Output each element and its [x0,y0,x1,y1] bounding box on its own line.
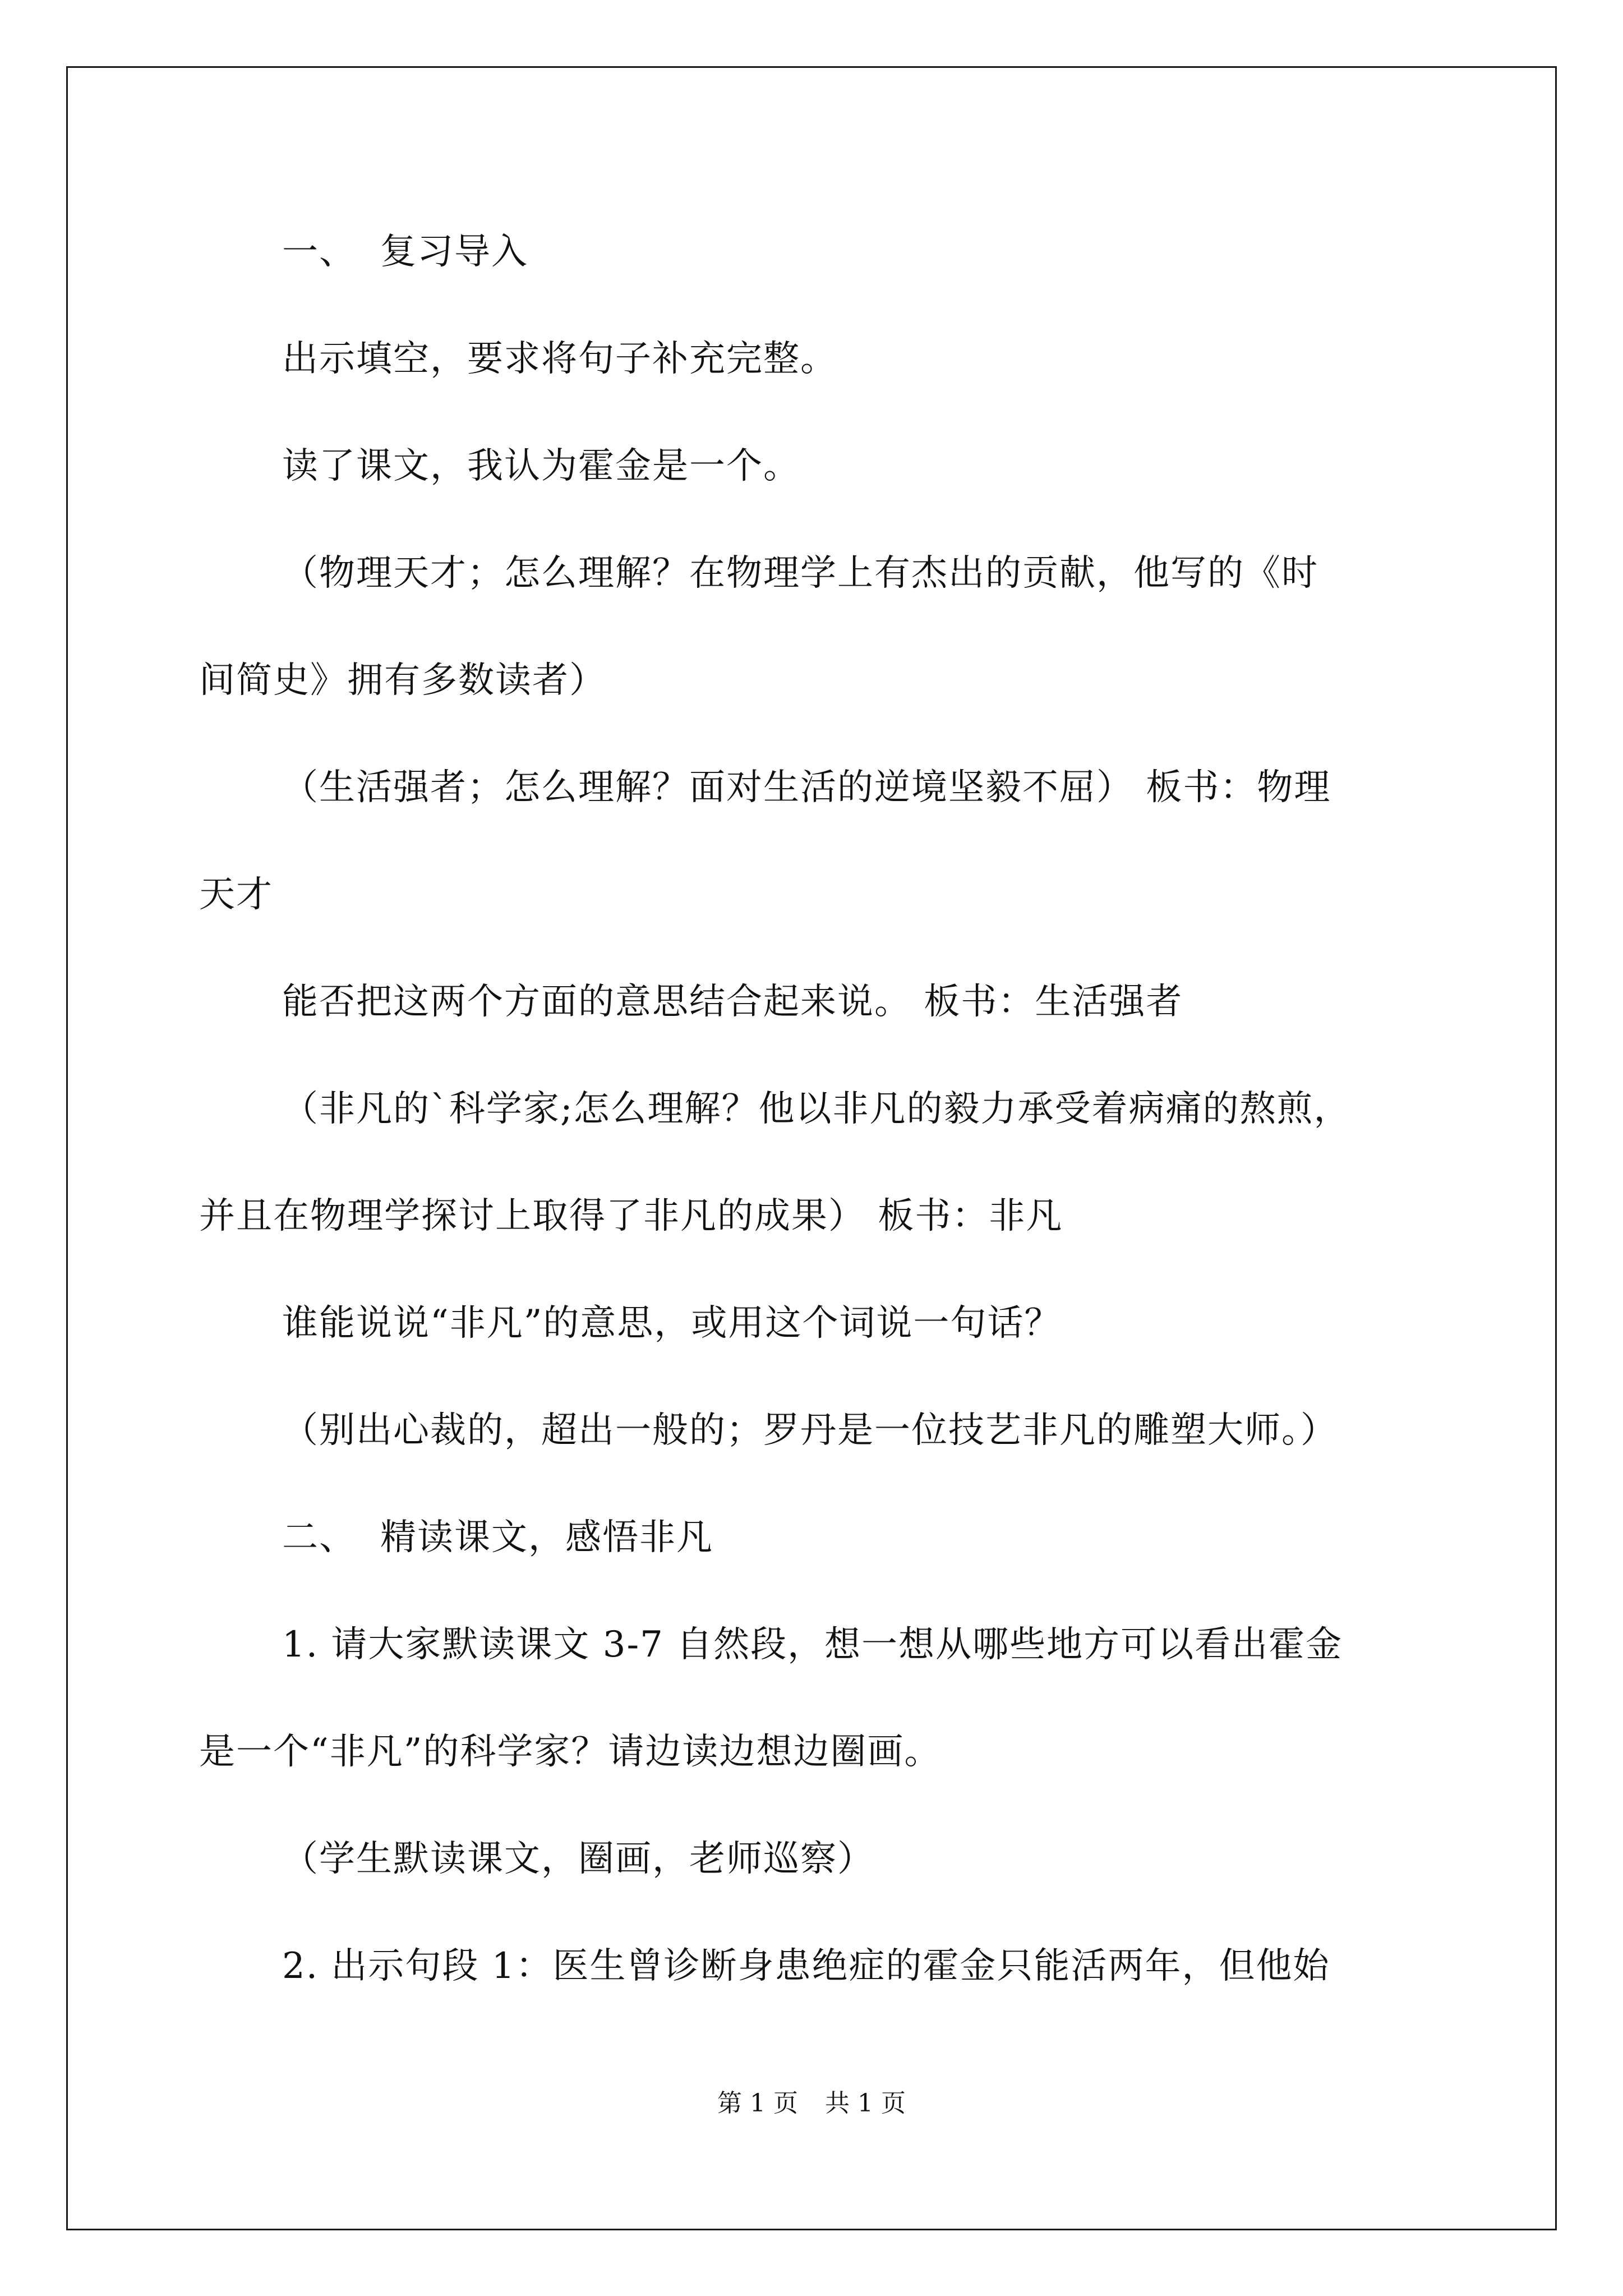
paragraph: （非凡的`科学家;怎么理解？他以非凡的毅力承受着病痛的熬煎， [282,1088,1351,1130]
section-title: 精读课文，感悟非凡 [380,1517,713,1558]
paragraph: 能否把这两个方面的意思结合起来说。 板书：生活强者 [282,981,1183,1023]
paragraph: 读了课文，我认为霍金是一个。 [282,445,800,487]
paragraph: 谁能说说“非凡”的意思，或用这个词说一句话？ [282,1303,1062,1344]
paragraph-continuation: 是一个“非凡”的科学家？请边读边想边圈画。 [199,1731,942,1773]
paragraph: （学生默读课文，圈画，老师巡察） [282,1838,874,1880]
paragraph: 2. 出示句段 1：医生曾诊断身患绝症的霍金只能活两年，但他始 [282,1945,1330,1987]
paragraph: 1. 请大家默读课文 3-7 自然段，想一想从哪些地方可以看出霍金 [282,1624,1343,1665]
paragraph: 出示填空，要求将句子补充完整。 [282,338,837,380]
paragraph: （生活强者；怎么理解？面对生活的逆境坚毅不屈） 板书：物理 [282,767,1331,808]
page-border [66,66,1557,2230]
page-number: 第 1 页 [717,2089,798,2118]
section-number: 二、 [282,1517,356,1558]
section-title: 复习导入 [380,231,528,273]
section-heading-1 [282,229,528,274]
paragraph-continuation: 天才 [199,874,273,915]
page-footer [0,2088,1623,2119]
paragraph-continuation: 并且在物理学探讨上取得了非凡的成果） 板书：非凡 [199,1195,1063,1237]
page-total: 共 1 页 [825,2089,906,2118]
paragraph: （别出心裁的，超出一般的；罗丹是一位技艺非凡的雕塑大师。） [282,1410,1338,1451]
paragraph: （物理天才；怎么理解？在物理学上有杰出的贡献，他写的《时 [282,553,1318,594]
section-heading-2 [282,1515,713,1560]
paragraph-continuation: 间简史》拥有多数读者） [199,660,606,701]
section-number: 一、 [282,231,356,273]
